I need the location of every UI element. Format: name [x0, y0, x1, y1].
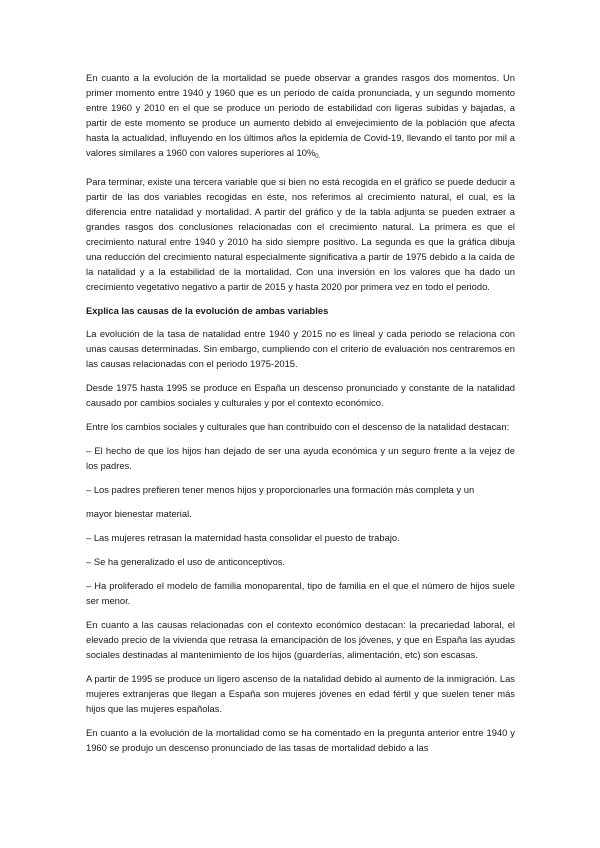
paragraph-natural-growth: Para terminar, existe una tercera variable que si bien no está recogida en el gráfico se puede deducir a partir de las dos variables recogidas en éste, nos referimos al crecimiento natural, el cual, es la diferencia entre natalidad y mortalidad. A partir del gráfico y de la tabla adjunta se pueden extraer a grandes rasgos dos conclusiones relacionadas con el crecimiento natural. La primera es que el crecimiento natural entre 1940 y 2010 ha sido siempre positivo. La segunda es que la gráfica dibuja una reducción del crecimiento natural especialmente significativa a partir de 1975 debido a la caída de la natalidad y a la estabilidad de la mortalidad. Con una inversión en los valores que ha dado un crecimiento vegetativo negativo a partir de 2015 y hasta 2020 por primera vez en todo el periodo. — [86, 176, 515, 292]
list-item-continuation: mayor bienestar material. — [86, 508, 192, 519]
list-item: – Se ha generalizado el uso de anticonceptivos. — [86, 556, 286, 567]
subscript-mark: 0. — [315, 154, 321, 160]
list-item: – El hecho de que los hijos han dejado de ser una ayuda económica y un seguro frente a la vejez de los padres. — [86, 445, 515, 471]
document-body — [86, 70, 515, 764]
list-item: – Ha proliferado el modelo de familia monoparental, tipo de familia en el que el número de hijos suele ser menor. — [86, 580, 515, 606]
paragraph-birth-rate-intro: La evolución de la tasa de natalidad entre 1940 y 2015 no es lineal y cada periodo se relaciona con unas causas determinadas. Sin embargo, cumpliendo con el criterio de evaluación nos centraremos en las causas relacionadas con el periodo 1975-2015. — [86, 328, 515, 369]
list-item: – Los padres prefieren tener menos hijos y proporcionarles una formación más completa y un — [86, 484, 475, 495]
paragraph-mortality-causes: En cuanto a la evolución de la mortalidad como se ha comentado en la pregunta anterior entre 1940 y 1960 se produjo un descenso pronunciado de las tasas de mortalidad debido a las — [86, 727, 515, 753]
section-heading: Explica las causas de la evolución de ambas variables — [86, 305, 329, 316]
paragraph-1975-1995: Desde 1975 hasta 1995 se produce en España un descenso pronunciado y constante de la natalidad causado por cambios sociales y culturales y por el contexto económico. — [86, 382, 515, 408]
paragraph-mortality-evolution — [86, 70, 515, 165]
paragraph-1995-immigration: A partir de 1995 se produce un ligero ascenso de la natalidad debido al aumento de la inmigración. Las mujeres extranjeras que llegan a España son mujeres jóvenes en edad fértil y que suelen tener más hijos que las mujeres españolas. — [86, 673, 515, 714]
paragraph-social-changes: Entre los cambios sociales y culturales que han contribuido con el descenso de la natalidad destacan: — [86, 421, 510, 432]
list-item: – Las mujeres retrasan la maternidad hasta consolidar el puesto de trabajo. — [86, 532, 400, 543]
paragraph-economic-context: En cuanto a las causas relacionadas con el contexto económico destacan: la precariedad laboral, el elevado precio de la vivienda que retrasa la emancipación de los jóvenes, y que en España las ayudas sociales destinadas al mantenimiento de los hijos (guarderías, alimentación, etc) son escasas. — [86, 619, 515, 660]
paragraph-text: En cuanto a la evolución de la mortalidad se puede observar a grandes rasgos dos momentos. Un primer momento entre 1940 y 1960 que es un periodo de caída pronunciada, y un segundo momento entre 1960 y 2010 en el que se produce un periodo de estabilidad con ligeras subidas y bajadas, a partir de este momento se produce un aumento debido al envejecimiento de la población que afecta hasta la actualidad, influyendo en los últimos años la epidemia de Covid-19, llevando el tanto por mil a valores similares a 1960 con valores superiores al 10% — [86, 72, 515, 158]
